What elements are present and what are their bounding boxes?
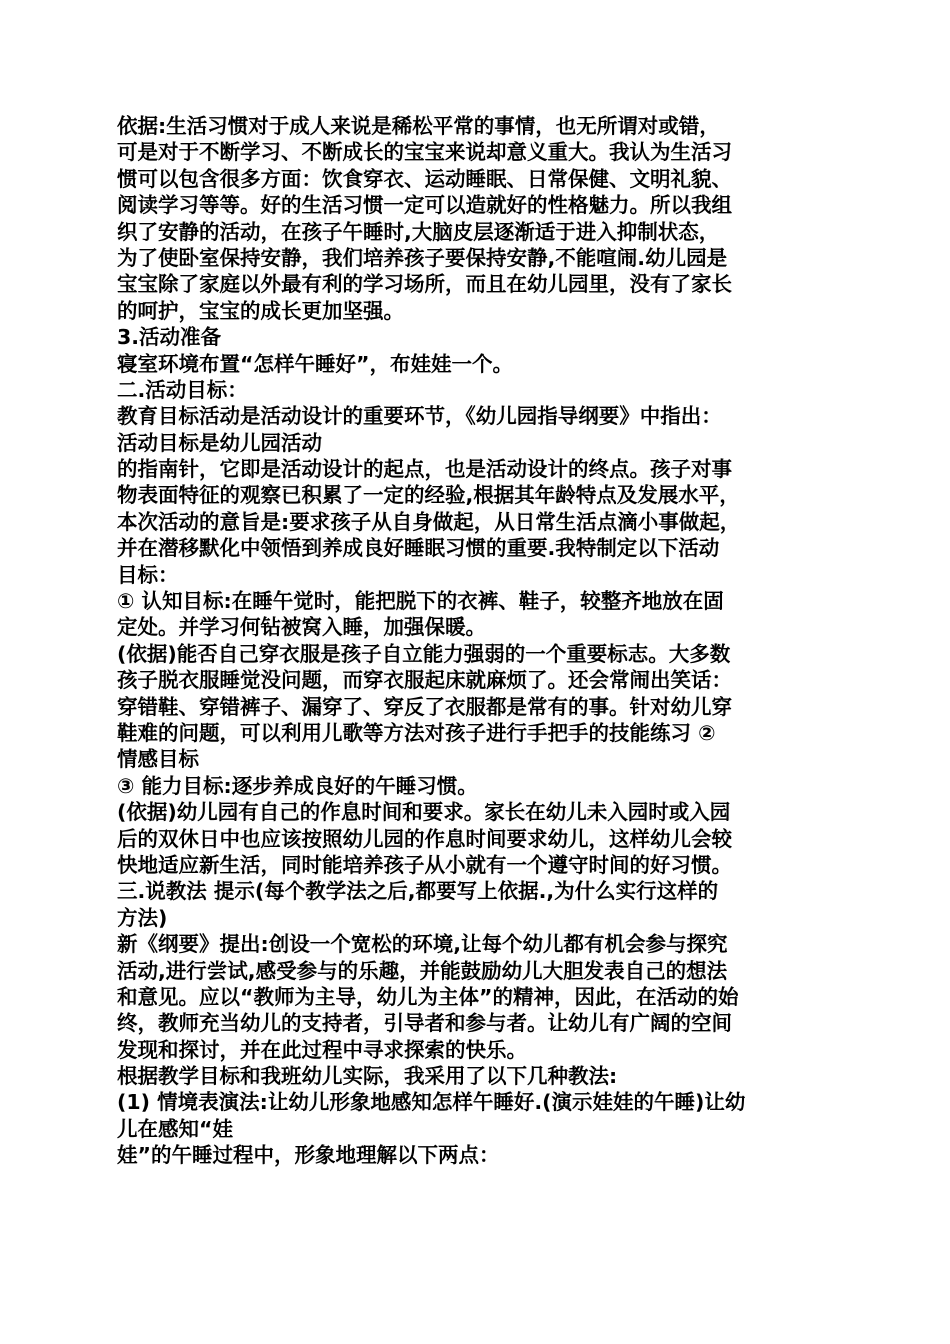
text-line: 活动,进行尝试,感受参与的乐趣，并能鼓励幼儿大胆发表自己的想法 xyxy=(117,958,728,983)
text-line: 活动目标是幼儿园活动 xyxy=(117,430,322,455)
text-line: 为了使卧室保持安静，我们培养孩子要保持安静,不能喧闹.幼儿园是 xyxy=(117,245,728,270)
text-line: 教育目标活动是活动设计的重要环节，《幼儿园指导纲要》中指出： xyxy=(117,404,722,429)
text-line: 情感目标 xyxy=(117,747,199,772)
text-line: 目标： xyxy=(117,562,179,587)
text-line: 孩子脱衣服睡觉没问题，而穿衣服起床就麻烦了。还会常闹出笑话： xyxy=(117,668,732,693)
text-line: 新《纲要》提出:创设一个宽松的环境,让每个幼儿都有机会参与探究 xyxy=(117,932,728,957)
text-line: 根据教学目标和我班幼儿实际，我采用了以下几种教法: xyxy=(117,1064,618,1089)
text-line: (依据)能否自己穿衣服是孩子自立能力强弱的一个重要标志。大多数 xyxy=(117,641,731,666)
text-line: 并在潜移默化中领悟到养成良好睡眠习惯的重要.我特制定以下活动 xyxy=(117,536,720,561)
text-line: 穿错鞋、穿错裤子、漏穿了、穿反了衣服都是常有的事。针对幼儿穿 xyxy=(117,694,732,719)
text-line: 儿在感知“娃 xyxy=(117,1116,233,1141)
text-line: 和意见。应以“教师为主导，幼儿为主体”的精神，因此，在活动的始 xyxy=(117,984,739,1009)
text-line: 宝宝除了家庭以外最有利的学习场所，而且在幼儿园里，没有了家长 xyxy=(117,272,732,297)
text-line: 定处。并学习何钻被窝入睡，加强保暖。 xyxy=(117,615,486,640)
text-line: 织了安静的活动，在孩子午睡时,大脑皮层逐渐适于进入抑制状态， xyxy=(117,219,720,244)
text-line: 物表面特征的观察已积累了一定的经验,根据其年龄特点及发展水平， xyxy=(117,483,740,508)
text-line: 快地适应新生活，同时能培养孩子从小就有一个遵守时间的好习惯。 xyxy=(117,852,732,877)
text-line: 方法) xyxy=(117,905,168,930)
text-line: 三.说教法 提示(每个教学法之后,都要写上依据.,为什么实行这样的 xyxy=(117,879,719,904)
text-line: 的呵护，宝宝的成长更加坚强。 xyxy=(117,298,404,323)
text-line: 惯可以包含很多方面：饮食穿衣、运动睡眠、日常保健、文明礼貌、 xyxy=(117,166,732,191)
text-line: 寝室环境布置“怎样午睡好”，布娃娃一个。 xyxy=(117,351,513,376)
text-line: 本次活动的意旨是:要求孩子从自身做起，从日常生活点滴小事做起， xyxy=(117,509,741,534)
text-line: 可是对于不断学习、不断成长的宝宝来说却意义重大。我认为生活习 xyxy=(117,140,732,165)
text-line: 二.活动目标： xyxy=(117,377,248,402)
text-line: (1) 情境表演法:让幼儿形象地感知怎样午睡好.(演示娃娃的午睡)让幼 xyxy=(117,1090,746,1115)
text-line: 后的双休日中也应该按照幼儿园的作息时间要求幼儿，这样幼儿会较 xyxy=(117,826,732,851)
text-line: ① 认知目标:在睡午觉时，能把脱下的衣裤、鞋子，较整齐地放在固 xyxy=(117,589,724,614)
text-line: (依据)幼儿园有自己的作息时间和要求。家长在幼儿未入园时或入园 xyxy=(117,800,731,825)
text-line: 鞋难的问题，可以利用儿歌等方法对孩子进行手把手的技能练习 ② xyxy=(117,720,716,745)
text-line: 阅读学习等等。好的生活习惯一定可以造就好的性格魅力。所以我组 xyxy=(117,193,732,218)
text-line: 终，教师充当幼儿的支持者，引导者和参与者。让幼儿有广阔的空间 xyxy=(117,1011,732,1036)
text-line: 3.活动准备 xyxy=(117,325,222,350)
text-line: 发现和探讨，并在此过程中寻求探索的快乐。 xyxy=(117,1037,527,1062)
text-line: 娃”的午睡过程中，形象地理解以下两点： xyxy=(117,1143,500,1168)
text-line: ③ 能力目标:逐步养成良好的午睡习惯。 xyxy=(117,773,478,798)
text-line: 依据:生活习惯对于成人来说是稀松平常的事情，也无所谓对或错， xyxy=(117,114,720,138)
text-line: 的指南针，它即是活动设计的起点，也是活动设计的终点。孩子对事 xyxy=(117,457,732,482)
document-body xyxy=(117,113,837,1169)
